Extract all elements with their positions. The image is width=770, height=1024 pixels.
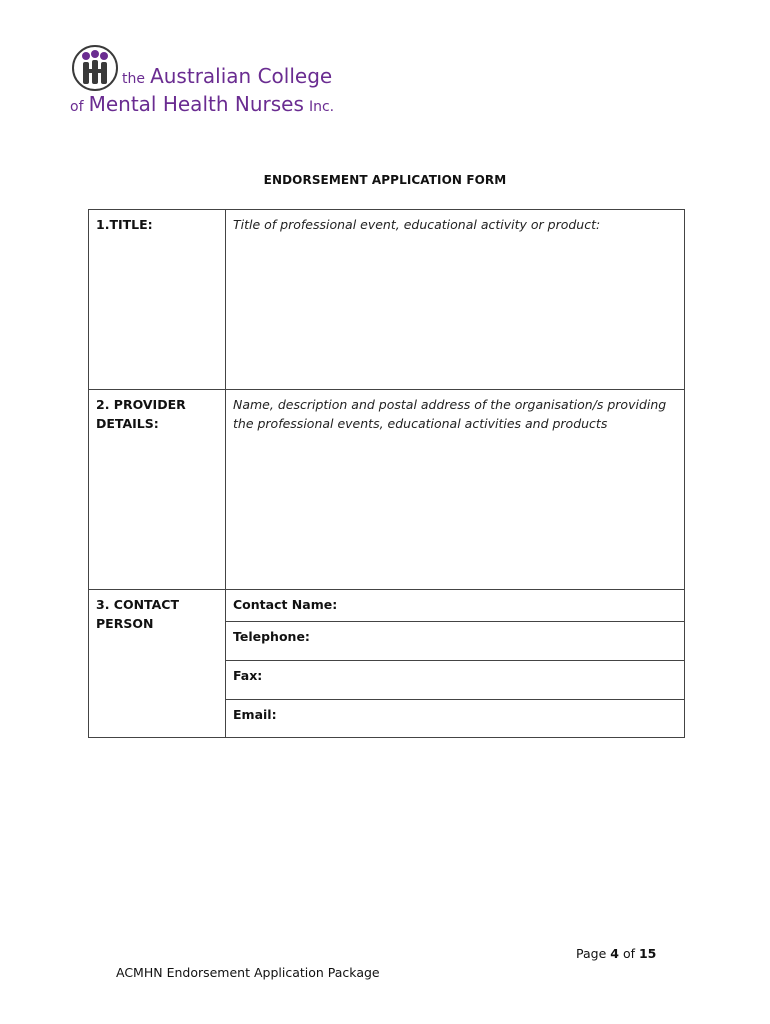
application-form-table — [88, 209, 685, 738]
acmhn-logo — [70, 44, 360, 120]
contact-name-field[interactable]: Contact Name: — [226, 590, 684, 622]
footer-doc-name: ACMHN Endorsement Application Package — [116, 965, 380, 980]
title-row — [89, 210, 685, 390]
title-label: 1.TITLE: — [89, 210, 226, 390]
provider-label: 2. PROVIDER DETAILS: — [89, 390, 226, 590]
contact-row — [89, 590, 685, 738]
provider-description: Name, description and postal address of the organisation/s providing the professional events, educational activities and products — [233, 397, 667, 431]
form-title: ENDORSEMENT APPLICATION FORM — [263, 173, 507, 187]
provider-row — [89, 390, 685, 590]
page-number: Page 4 of 15 — [576, 946, 657, 961]
provider-field[interactable] — [226, 390, 685, 590]
contact-subtable — [226, 590, 684, 737]
people-logo-icon — [70, 44, 120, 94]
logo-text-line1: the Australian College — [122, 64, 333, 88]
title-description: Title of professional event, educational activity or product: — [233, 217, 601, 232]
contact-fields — [226, 590, 685, 738]
contact-label: 3. CONTACT PERSON — [89, 590, 226, 738]
logo-text-line2: of Mental Health Nurses Inc. — [70, 92, 335, 116]
email-field[interactable]: Email: — [233, 707, 277, 722]
fax-field[interactable]: Fax: — [226, 661, 684, 700]
telephone-field[interactable]: Telephone: — [226, 622, 684, 661]
title-field[interactable] — [226, 210, 685, 390]
